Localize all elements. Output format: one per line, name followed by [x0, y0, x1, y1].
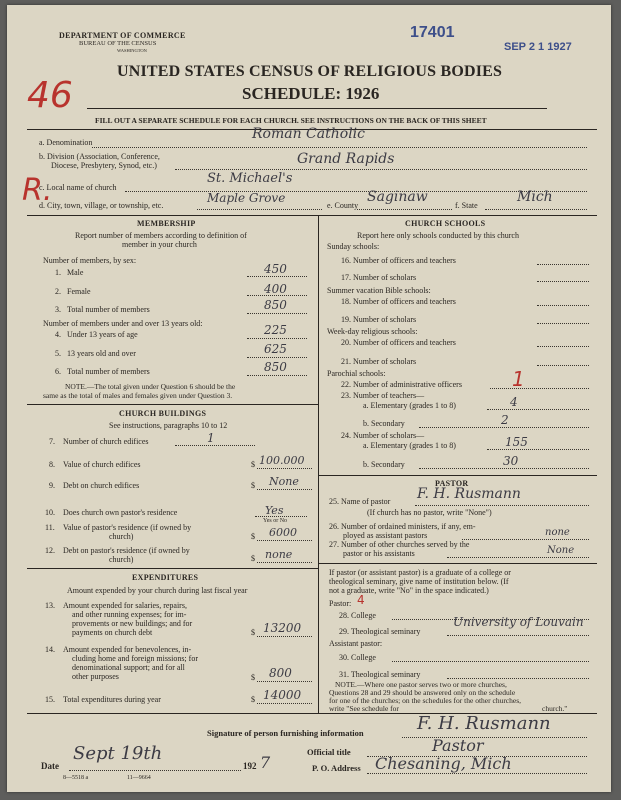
q12-dollar: $ — [251, 554, 255, 563]
census-schedule-sheet — [7, 5, 611, 792]
official-title-label: Official title — [307, 747, 351, 757]
q13-line-1: Amount expended for salaries, repairs, — [63, 601, 187, 610]
q13-number: 13. — [45, 601, 55, 610]
q12-line — [257, 562, 312, 563]
q2-number: 2. — [55, 287, 61, 296]
received-date-stamp: SEP 2 1 1927 — [504, 41, 572, 53]
city-label: d. City, town, village, or township, etc. — [39, 201, 164, 210]
q8-dollar: $ — [251, 460, 255, 469]
q23a-label: a. Elementary (grades 1 to 8) — [363, 401, 456, 410]
q9-number: 9. — [49, 481, 55, 490]
membership-intro-1: Report number of members according to definition of — [75, 231, 247, 240]
q26-line — [462, 539, 589, 540]
q7-value: 1 — [207, 431, 215, 445]
q16-label: 16. Number of officers and teachers — [341, 256, 456, 265]
q24b-label: b. Secondary — [363, 460, 405, 469]
q14-line-2: cluding home and foreign missions; for — [72, 654, 198, 663]
q8-number: 8. — [49, 460, 55, 469]
q21-label: 21. Number of scholars — [341, 357, 417, 366]
vacation-schools-heading: Summer vacation Bible schools: — [327, 286, 431, 295]
county-label: e. County — [327, 201, 359, 210]
buildings-title: CHURCH BUILDINGS — [119, 409, 207, 418]
q27-line — [447, 557, 589, 558]
q9-dollar: $ — [251, 481, 255, 490]
membership-sex-heading: Number of members, by sex: — [43, 256, 137, 265]
q14-line-1: Amount expended for benevolences, in- — [63, 645, 192, 654]
denomination-label: a. Denomination — [39, 138, 93, 147]
local-name-label: c. Local name of church — [39, 183, 117, 192]
date-line — [69, 770, 241, 771]
q15-value: 14000 — [263, 688, 302, 702]
q13-dollar: $ — [251, 628, 255, 637]
q23a-value: 4 — [510, 395, 518, 409]
po-address-label: P. O. Address — [312, 763, 361, 773]
serial-number-stamp: 17401 — [410, 24, 455, 41]
q23a-line — [487, 409, 589, 410]
washington-label: WASHINGTON — [117, 48, 147, 53]
pastor-rule — [318, 563, 597, 564]
q9-label: Debt on church edifices — [63, 481, 140, 490]
q28-label: 28. College — [339, 611, 376, 620]
pastor-note-4: write "See schedule for — [329, 704, 399, 713]
division-label-1: b. Division (Association, Conference, — [39, 152, 160, 161]
q20-label: 20. Number of officers and teachers — [341, 338, 456, 347]
schools-sub: Report here only schools conducted by this church — [357, 231, 519, 240]
column-divider — [318, 215, 319, 713]
graduate-note-3: not a graduate, write "No" in the space indicated.) — [329, 586, 489, 595]
q11-label-2: church) — [109, 532, 134, 541]
q11-value: 6000 — [269, 526, 297, 539]
q14-dollar: $ — [251, 673, 255, 682]
q13-line-4: payments on church debt — [72, 628, 153, 637]
membership-rule — [27, 404, 318, 405]
q18-label: 18. Number of officers and teachers — [341, 297, 456, 306]
pastor-note-2: Questions 28 and 29 should be answered only on the schedule — [329, 688, 516, 697]
q4-label: Under 13 years of age — [67, 330, 138, 339]
signature-value: F. H. Rusmann — [417, 713, 551, 734]
q2-label: Female — [67, 287, 91, 296]
q8-value: 100.000 — [259, 454, 305, 467]
q24b-line — [419, 468, 589, 469]
state-label: f. State — [455, 201, 478, 210]
q7-label: Number of church edifices — [63, 437, 149, 446]
signature-line — [402, 737, 587, 738]
q7-line — [175, 445, 255, 446]
q24a-label: a. Elementary (grades 1 to 8) — [363, 441, 456, 450]
schools-title: CHURCH SCHOOLS — [405, 219, 486, 228]
q16-line — [537, 264, 589, 265]
q25-label: 25. Name of pastor — [329, 497, 391, 506]
q23b-label: b. Secondary — [363, 419, 405, 428]
q20-line — [537, 346, 589, 347]
sunday-schools-heading: Sunday schools: — [327, 242, 380, 251]
date-year-printed: 192 — [243, 761, 257, 771]
q12-value: none — [265, 548, 293, 561]
q24a-line — [487, 449, 589, 450]
q13-line-3: provements or new buildings; and for — [72, 619, 193, 628]
q10-hint: Yes or No — [263, 518, 288, 524]
q26-value: none — [545, 527, 570, 538]
form-number: 8—5518 a — [63, 775, 89, 781]
parochial-schools-heading: Parochial schools: — [327, 369, 386, 378]
date-value: Sept 19th — [73, 743, 163, 764]
q1-number: 1. — [55, 268, 61, 277]
q31-line — [447, 678, 589, 679]
local-name-value: St. Michael's — [207, 171, 293, 186]
q23b-line — [419, 427, 589, 428]
q10-number: 10. — [45, 508, 55, 517]
membership-note-2: same as the total of males and females given under Question 3. — [43, 391, 233, 400]
q27-value: None — [547, 545, 575, 556]
q25-sub: (If church has no pastor, write "None") — [367, 508, 492, 517]
q4-value: 225 — [264, 323, 287, 337]
q6-label: Total number of members — [67, 367, 150, 376]
city-line — [197, 209, 322, 210]
pastor-note-5: church." — [542, 704, 568, 713]
q9-value: None — [269, 475, 299, 488]
q14-number: 14. — [45, 645, 55, 654]
red-pencil-number: 46 — [27, 75, 73, 116]
membership-title: MEMBERSHIP — [137, 219, 196, 228]
q24b-value: 30 — [503, 454, 519, 468]
q11-label-1: Value of pastor's residence (if owned by — [63, 523, 192, 532]
q23-label: 23. Number of teachers— — [341, 391, 425, 400]
q11-dollar: $ — [251, 532, 255, 541]
membership-note-1: NOTE.—The total given under Question 6 should be the — [65, 382, 236, 391]
q3-label: Total number of members — [67, 305, 150, 314]
bureau-label: BUREAU OF THE CENSUS — [79, 40, 157, 47]
q15-dollar: $ — [251, 695, 255, 704]
assistant-subheading: Assistant pastor: — [329, 639, 383, 648]
general-instructions: FILL OUT A SEPARATE SCHEDULE FOR EACH CHURCH. SEE INSTRUCTIONS ON THE BACK OF THIS SHEET — [95, 116, 487, 125]
schools-rule — [318, 475, 597, 476]
q19-label: 19. Number of scholars — [341, 315, 417, 324]
q23b-value: 2 — [501, 413, 509, 427]
q12-label-2: church) — [109, 555, 134, 564]
q29-label: 29. Theological seminary — [339, 627, 421, 636]
q5-value: 625 — [264, 342, 287, 356]
county-line — [357, 209, 452, 210]
q4-number: 4. — [55, 330, 61, 339]
q25-value: F. H. Rusmann — [417, 486, 521, 502]
section-top-rule — [27, 215, 597, 216]
division-label-2: Diocese, Presbytery, Synod, etc.) — [51, 161, 157, 170]
q14-value: 800 — [269, 666, 292, 680]
pastor-red-mark: 4 — [357, 593, 365, 607]
q7-number: 7. — [49, 437, 55, 446]
form-subtitle: SCHEDULE: 1926 — [242, 84, 380, 103]
pastor-note-1: NOTE.—Where one pastor serves two or more churches, — [335, 680, 507, 689]
denomination-line — [92, 147, 587, 148]
q22-label: 22. Number of administrative officers — [341, 380, 462, 389]
state-value: Mich — [517, 189, 553, 205]
q14-line — [257, 681, 312, 682]
q1-value: 450 — [264, 262, 287, 276]
q10-value: Yes — [265, 504, 284, 517]
q11-line — [257, 540, 312, 541]
denomination-value: Roman Catholic — [252, 126, 365, 142]
q31-label: 31. Theological seminary — [339, 670, 421, 679]
city-value: Maple Grove — [207, 191, 286, 205]
department-label: DEPARTMENT OF COMMERCE — [59, 31, 186, 40]
q3-value: 850 — [264, 298, 287, 312]
q30-line — [392, 661, 589, 662]
graduate-note-2: theological seminary, give name of institution below. (If — [329, 577, 509, 586]
q6-line — [247, 375, 307, 376]
q5-number: 5. — [55, 349, 61, 358]
q6-number: 6. — [55, 367, 61, 376]
q27-label-2: pastor or his assistants — [343, 549, 415, 558]
q15-number: 15. — [45, 695, 55, 704]
date-label: Date — [41, 761, 59, 771]
q1-line — [247, 276, 307, 277]
q17-label: 17. Number of scholars — [341, 273, 417, 282]
q14-line-3: denominational support; and for all — [72, 663, 185, 672]
q25-line — [415, 505, 589, 506]
division-value: Grand Rapids — [297, 151, 395, 167]
q12-number: 12. — [45, 546, 55, 555]
q8-line — [257, 468, 312, 469]
q13-line — [257, 636, 312, 637]
q19-line — [537, 323, 589, 324]
q22-line — [490, 388, 589, 389]
signature-label: Signature of person furnishing information — [207, 728, 364, 738]
q15-line — [257, 703, 312, 704]
po-address-line — [367, 773, 587, 774]
weekday-schools-heading: Week-day religious schools: — [327, 327, 418, 336]
header-rule — [87, 108, 547, 109]
q21-line — [537, 365, 589, 366]
q5-line — [247, 357, 307, 358]
pastor-title: PASTOR — [435, 479, 469, 488]
q18-line — [537, 305, 589, 306]
expenditures-sub: Amount expended by your church during last fiscal year — [67, 586, 248, 595]
q22-value: 1 — [512, 367, 525, 391]
graduate-note-1: If pastor (or assistant pastor) is a graduate of a college or — [329, 568, 511, 577]
q12-label-1: Debt on pastor's residence (if owned by — [63, 546, 190, 555]
state-line — [485, 209, 587, 210]
q11-number: 11. — [45, 523, 55, 532]
expenditures-title: EXPENDITURES — [132, 573, 199, 582]
q8-label: Value of church edifices — [63, 460, 141, 469]
date-year-handwritten: 7 — [260, 753, 271, 772]
q15-label: Total expenditures during year — [63, 695, 161, 704]
pastor-note-3: for one of the churches; on the schedules for the other churches, — [329, 696, 522, 705]
q17-line — [537, 281, 589, 282]
q24a-value: 155 — [505, 435, 528, 449]
membership-intro-2: member in your church — [122, 240, 197, 249]
q13-value: 13200 — [263, 621, 302, 635]
q3-line — [247, 313, 307, 314]
q29-line — [447, 635, 589, 636]
q9-line — [257, 489, 312, 490]
print-number: 11—9664 — [127, 775, 151, 781]
form-title: UNITED STATES CENSUS OF RELIGIOUS BODIES — [117, 63, 503, 80]
official-title-value: Pastor — [432, 736, 484, 755]
q27-label-1: 27. Number of other churches served by the — [329, 540, 470, 549]
q13-line-2: and other running expenses; for im- — [72, 610, 187, 619]
buildings-sub: See instructions, paragraphs 10 to 12 — [109, 421, 228, 430]
q30-label: 30. College — [339, 653, 376, 662]
q6-value: 850 — [264, 360, 287, 374]
q26-label-1: 26. Number of ordained ministers, if any, em- — [329, 522, 476, 531]
q29-value: University of Louvain — [453, 615, 584, 629]
q24-label: 24. Number of scholars— — [341, 431, 425, 440]
po-address-value: Chesaning, Mich — [375, 754, 512, 773]
membership-age-heading: Number of members under and over 13 years old: — [43, 319, 203, 328]
q1-label: Male — [67, 268, 84, 277]
q14-line-4: other purposes — [72, 672, 119, 681]
q10-label: Does church own pastor's residence — [63, 508, 178, 517]
red-pencil-mark: R. — [22, 173, 53, 208]
county-value: Saginaw — [367, 189, 428, 205]
pastor-subheading: Pastor: — [329, 599, 352, 608]
q3-number: 3. — [55, 305, 61, 314]
q4-line — [247, 338, 307, 339]
q2-value: 400 — [264, 282, 287, 296]
q26-label-2: ployed as assistant pastors — [343, 531, 428, 540]
division-line — [175, 169, 587, 170]
q5-label: 13 years old and over — [67, 349, 136, 358]
buildings-rule — [27, 568, 318, 569]
